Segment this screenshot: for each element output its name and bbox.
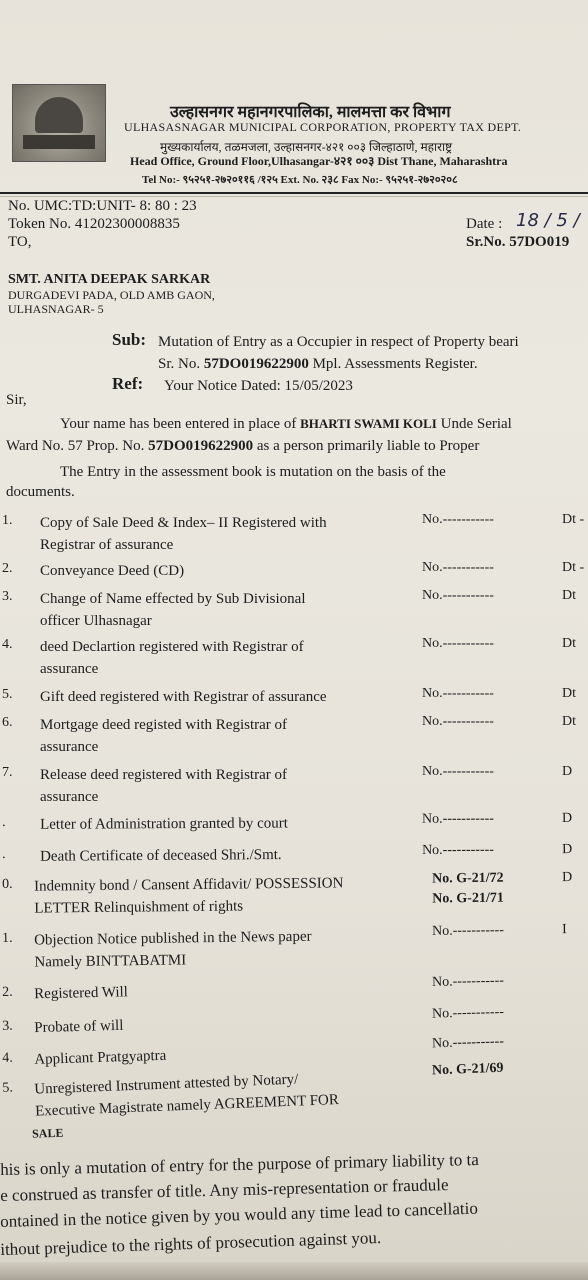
item-number-field: No.----------- xyxy=(431,1034,505,1052)
item-date-field: Dt xyxy=(562,686,576,701)
item-description-line1: deed Declartion registered with Registrar of xyxy=(40,639,304,655)
item-description-line1: Probate of will xyxy=(34,1017,124,1037)
item-number-field: No.----------- xyxy=(422,560,494,575)
paragraph2-line1: The Entry in the assessment book is mutation on the basis of the xyxy=(60,464,446,480)
subject-label: Sub: xyxy=(112,330,147,349)
header-telephone: Tel No:- ९५२५१-२७२०११६ /१२५ Ext. No. २३८ Fax No:- ९५२५१-२७२०२०८ xyxy=(142,174,458,186)
document-list-item xyxy=(0,811,588,833)
item-description-line1: Indemnity bond / Cansent Affidavit/ POSSESSION xyxy=(34,875,344,895)
document-list-item xyxy=(0,922,588,971)
item-number: 5. xyxy=(2,687,13,702)
header-divider xyxy=(0,192,588,194)
header-title-hindi: उल्हासनगर महानगरपालिका, मालमत्ता कर विभाग xyxy=(170,104,451,121)
header-divider-thin xyxy=(0,196,588,197)
item-description-line2: assurance xyxy=(40,661,99,677)
item-description-line1: Copy of Sale Deed & Index– II Registered with xyxy=(40,515,327,531)
footer-line1: his is only a mutation of entry for the purpose of primary liability to ta xyxy=(0,1149,480,1179)
item-description-line1: Conveyance Deed (CD) xyxy=(40,563,185,579)
bottom-shadow xyxy=(0,1262,588,1280)
item-number: 7. xyxy=(2,765,13,780)
salutation: Sir, xyxy=(6,392,27,408)
item-description-line2: Namely BINTTABATMI xyxy=(34,952,187,971)
footer-line4: ithout prejudice to the rights of prosecution against you. xyxy=(0,1228,382,1259)
item-number: 5. xyxy=(2,1080,14,1096)
item-description-line1: Change of Name effected by Sub Divisional xyxy=(40,591,306,607)
item-number: 3. xyxy=(2,589,13,604)
item-description-line3: SALE xyxy=(31,1125,64,1141)
item-number: 2. xyxy=(2,561,13,576)
item-date-field: D xyxy=(561,870,573,886)
item-number: 4. xyxy=(2,637,13,652)
item-number-field: No.----------- xyxy=(421,811,494,827)
item-number: . xyxy=(2,846,6,862)
subject-line2: Sr. No. 57DO019622900 Mpl. Assessments Register. xyxy=(158,356,478,372)
item-date-field: D xyxy=(561,842,573,858)
item-number: 2. xyxy=(2,984,13,1000)
item-date-field: Dt xyxy=(562,588,576,603)
item-description-line2: assurance xyxy=(40,739,99,755)
recipient-name: SMT. ANITA DEEPAK SARKAR xyxy=(8,272,211,287)
item-number: . xyxy=(2,814,6,830)
item-description-line2: officer Ulhasnagar xyxy=(40,613,152,629)
item-description-line1: Release deed registered with Registrar of xyxy=(40,767,287,783)
recipient-address-line1: DURGADEVI PADA, OLD AMB GAON, xyxy=(8,288,215,302)
item-date-field: Dt - xyxy=(562,560,585,575)
item-date-field: D xyxy=(562,764,573,779)
paragraph1-line1: Your name has been entered in place of BHARTI SWAMI KOLI Unde Serial xyxy=(60,416,512,432)
item-description-line2: Executive Magistrate namely AGREEMENT FOR xyxy=(34,1092,340,1120)
item-number: 3. xyxy=(2,1018,13,1034)
recipient-address-line2: ULHASNAGAR- 5 xyxy=(8,302,104,316)
item-number-field: No.----------- xyxy=(422,764,494,779)
handwritten-date: 18 / 5 / xyxy=(516,210,580,231)
item-number-field: No.----------- xyxy=(422,512,494,527)
item-number: 0. xyxy=(2,876,13,892)
item-description-line1: Applicant Pratgyaptra xyxy=(34,1047,167,1068)
corporation-logo xyxy=(12,84,106,162)
subject-line1: Mutation of Entry as a Occupier in respect of Property beari xyxy=(158,334,519,350)
item-date-field: Dt xyxy=(562,714,576,729)
footer-line3: ontained in the notice given by you would any time lead to cancellatio xyxy=(0,1198,479,1231)
item-number-field: No.----------- xyxy=(422,714,494,729)
item-number-field: No.----------- xyxy=(422,588,494,603)
item-number-field: No.----------- xyxy=(422,686,494,701)
item-description-line2: Registrar of assurance xyxy=(40,537,174,553)
item-date-field: Dt - xyxy=(562,512,585,527)
header-address-hindi: मुख्यकार्यालय, तळमजला, उल्हासनगर-४२१ ००३ जिल्हाठाणे, महाराष्ट्र xyxy=(160,140,453,154)
head-office-address: Head Office, Ground Floor,Ulhasangar-४२१ ००३ Dist Thane, Maharashtra xyxy=(130,154,508,168)
item-number-field: No.----------- xyxy=(431,973,505,990)
item-description-line2: assurance xyxy=(40,789,99,805)
serial-number: Sr.No. 57DO019 xyxy=(466,234,570,250)
item-description-line1: Objection Notice published in the News paper xyxy=(34,928,312,949)
item-description-line1: Registered Will xyxy=(34,984,129,1003)
item-description-line1: Letter of Administration granted by court xyxy=(40,815,288,833)
item-number: 1. xyxy=(2,930,13,946)
item-number-field-2: No. G-21/71 xyxy=(432,890,504,907)
item-date-field: D xyxy=(561,811,573,827)
header-title-english: ULHASASNAGAR MUNICIPAL CORPORATION, PROPERTY TAX DEPT. xyxy=(124,120,522,134)
item-number-field: No. G-21/72 xyxy=(431,870,504,887)
paragraph1-line2: Ward No. 57 Prop. No. 57DO019622900 as a person primarily liable to Proper xyxy=(6,438,480,454)
document-list-item xyxy=(0,1003,588,1037)
item-date-field: I xyxy=(561,922,567,938)
item-description-line1: Unregistered Instrument attested by Notary/ xyxy=(34,1071,299,1098)
item-description-line1: Mortgage deed registed with Registrar of xyxy=(40,717,288,733)
item-description-line1: Death Certificate of deceased Shri./Smt. xyxy=(40,847,282,865)
item-number-field: No. G-21/69 xyxy=(431,1060,504,1079)
item-date-field: Dt xyxy=(562,636,576,651)
date-label: Date : xyxy=(466,216,503,232)
reference-number: No. UMC:TD:UNIT- 8: 80 : 23 xyxy=(8,198,197,214)
item-description-line1: Gift deed registered with Registrar of assurance xyxy=(40,689,327,705)
item-number-field: No.----------- xyxy=(431,922,505,939)
item-number: 6. xyxy=(2,715,13,730)
to-label: TO, xyxy=(8,234,32,250)
document-list-item xyxy=(0,842,588,865)
item-description-line2: LETTER Relinquishment of rights xyxy=(34,898,244,917)
item-number: 4. xyxy=(2,1050,13,1066)
reference-label: Ref: xyxy=(112,374,144,393)
item-number-field: No.----------- xyxy=(421,842,494,859)
token-number: Token No. 41202300008835 xyxy=(8,216,180,232)
document-list-item xyxy=(0,972,588,1003)
document-list-item xyxy=(0,870,588,917)
reference-text: Your Notice Dated: 15/05/2023 xyxy=(164,378,353,394)
item-number-field: No.----------- xyxy=(431,1004,505,1022)
paragraph2-line2: documents. xyxy=(6,484,75,500)
footer-line2: e construed as transfer of title. Any mis-representation or fraudule xyxy=(0,1175,449,1205)
item-number: 1. xyxy=(2,513,13,528)
item-number-field: No.----------- xyxy=(422,636,494,651)
